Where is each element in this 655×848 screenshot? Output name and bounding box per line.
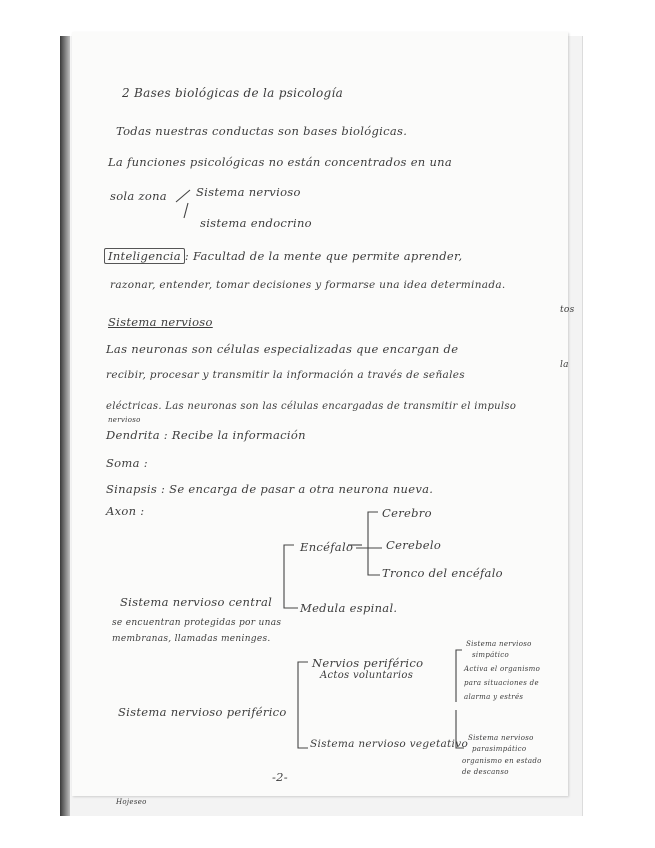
text-line: Todas nuestras conductas son bases biológicas. bbox=[116, 124, 408, 138]
bottom-text: Hojeseo bbox=[116, 798, 147, 806]
section-heading: Sistema nervioso bbox=[108, 315, 213, 329]
diagram-note: para situaciones de bbox=[464, 679, 539, 687]
diagram-root: Sistema nervioso periférico bbox=[118, 705, 287, 719]
text-line: nervioso bbox=[108, 416, 141, 424]
diagram-note: alarma y estrés bbox=[464, 693, 524, 701]
margin-note: la bbox=[560, 360, 569, 370]
diagram-node: Cerebro bbox=[382, 506, 432, 520]
diagram-note: Sistema nervioso bbox=[468, 734, 534, 742]
text-line: sola zona bbox=[110, 189, 167, 203]
diagram-node: Cerebelo bbox=[386, 538, 442, 552]
diagram-note: parasimpático bbox=[472, 745, 527, 753]
definition-text: : Facultad de la mente que permite aprender, bbox=[184, 249, 463, 263]
diagram-note: membranas, llamadas meninges. bbox=[112, 634, 271, 644]
text-line: recibir, procesar y transmitir la información a través de señales bbox=[106, 369, 465, 381]
diagram-note: de descanso bbox=[462, 768, 509, 776]
diagram-note: se encuentran protegidas por unas bbox=[112, 618, 282, 628]
definition-term: Inteligencia bbox=[104, 248, 185, 264]
diagram-node: Sistema nervioso vegetativo bbox=[310, 738, 469, 750]
diagram-node: Nervios periférico bbox=[312, 656, 424, 670]
text-line: Soma : bbox=[106, 456, 148, 470]
diagram-note: Sistema nervioso bbox=[466, 640, 532, 648]
text-line: Dendrita : Recibe la información bbox=[106, 428, 306, 442]
margin-note: tos bbox=[560, 305, 575, 315]
text-line: sistema endocrino bbox=[200, 216, 312, 230]
page-number: -2- bbox=[272, 770, 288, 784]
diagram-node: Tronco del encéfalo bbox=[382, 566, 503, 580]
text-line: Sinapsis : Se encarga de pasar a otra neurona nueva. bbox=[106, 482, 434, 496]
page-title: 2 Bases biológicas de la psicología bbox=[122, 86, 344, 100]
diagram-node: Encéfalo bbox=[300, 540, 354, 554]
text-line: Las neuronas son células especializadas que encargan de bbox=[106, 342, 459, 356]
diagram-note: simpático bbox=[472, 651, 510, 659]
text-line: eléctricas. Las neuronas son las células encargadas de transmitir el impulso bbox=[106, 401, 517, 412]
diagram-note: Activa el organismo bbox=[464, 665, 541, 673]
diagram-node: Medula espinal. bbox=[300, 601, 398, 615]
diagram-node: Actos voluntarios bbox=[320, 670, 414, 681]
text-line: Axon : bbox=[106, 504, 145, 518]
diagram-root: Sistema nervioso central bbox=[120, 595, 273, 609]
diagram-note: organismo en estado bbox=[462, 757, 542, 765]
definition-text-2: razonar, entender, tomar decisiones y formarse una idea determinada. bbox=[110, 279, 506, 291]
text-line: La funciones psicológicas no están concentrados en una bbox=[108, 155, 453, 169]
text-line: Sistema nervioso bbox=[196, 185, 301, 199]
